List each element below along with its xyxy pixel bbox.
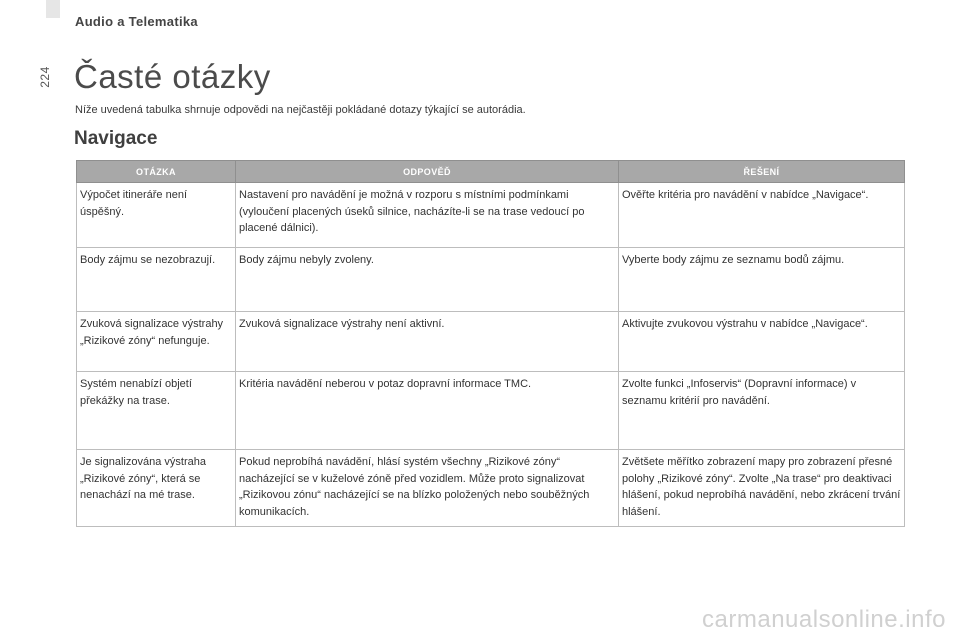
page-number: 224 — [37, 66, 52, 88]
table-row — [77, 372, 905, 450]
solution-cell: Vyberte body zájmu ze seznamu bodů zájmu. — [619, 248, 905, 312]
column-header-answer: ODPOVĚĎ — [236, 161, 619, 183]
answer-cell: Body zájmu nebyly zvoleny. — [236, 248, 619, 312]
column-header-question: OTÁZKA — [77, 161, 236, 183]
solution-cell: Aktivujte zvukovou výstrahu v nabídce „Navigace“. — [619, 312, 905, 372]
answer-cell: Nastavení pro navádění je možná v rozporu s místními podmínkami (vyloučení placených úseků silnice, nacházíte-li se na trase vedoucí po placené dálnici). — [236, 183, 619, 248]
table-row — [77, 450, 905, 527]
solution-cell: Zvolte funkci „Infoservis“ (Dopravní informace) v seznamu kritérií pro navádění. — [619, 372, 905, 450]
table-row — [77, 248, 905, 312]
column-header-solution: ŘEŠENÍ — [619, 161, 905, 183]
table-row — [77, 183, 905, 248]
subsection-title: Navigace — [74, 128, 158, 149]
question-cell: Výpočet itineráře není úspěšný. — [77, 183, 236, 248]
table-header-row — [77, 161, 905, 183]
solution-cell: Ověřte kritéria pro navádění v nabídce „Navigace“. — [619, 183, 905, 248]
solution-cell: Zvětšete měřítko zobrazení mapy pro zobrazení přesné polohy „Rizikové zóny“. Zvolte „Na trase“ pro deaktivaci hlášení, pokud neprobíhá navádění, nebo zkrácení trvání hlášení. — [619, 450, 905, 527]
answer-cell: Kritéria navádění neberou v potaz dopravní informace TMC. — [236, 372, 619, 450]
intro-text: Níže uvedená tabulka shrnuje odpovědi na nejčastěji pokládané dotazy týkající se autorádia. — [75, 104, 526, 116]
answer-cell: Pokud neprobíhá navádění, hlásí systém všechny „Rizikové zóny“ nacházející se v kuželové zóně před vozidlem. Může proto signalizovat „Rizikovou zónu“ nacházející se na blízko položených nebo souběžných komunikacích. — [236, 450, 619, 527]
question-cell: Systém nenabízí objetí překážky na trase. — [77, 372, 236, 450]
table-row — [77, 312, 905, 372]
section-header: Audio a Telematika — [75, 14, 198, 29]
faq-table — [76, 160, 905, 527]
question-cell: Body zájmu se nezobrazují. — [77, 248, 236, 312]
page-title: Časté otázky — [74, 58, 271, 95]
answer-cell: Zvuková signalizace výstrahy není aktivní. — [236, 312, 619, 372]
margin-tab — [46, 0, 60, 18]
question-cell: Je signalizována výstraha „Rizikové zóny“, která se nenachází na mé trase. — [77, 450, 236, 527]
watermark: carmanualsonline.info — [702, 606, 946, 633]
question-cell: Zvuková signalizace výstrahy „Rizikové zóny“ nefunguje. — [77, 312, 236, 372]
